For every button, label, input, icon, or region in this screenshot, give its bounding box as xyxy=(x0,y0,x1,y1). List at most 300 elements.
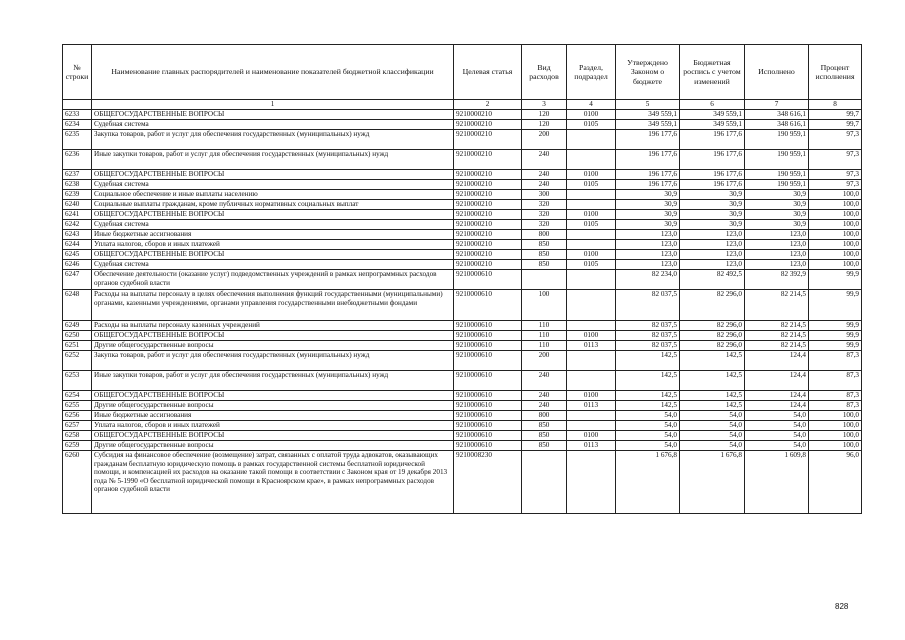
approved-amount-cell: 123,0 xyxy=(616,240,680,250)
target-article-cell: 9210000210 xyxy=(454,210,522,220)
approved-amount-cell: 123,0 xyxy=(616,230,680,240)
section-cell: 0113 xyxy=(567,441,616,451)
target-article-cell: 9210000210 xyxy=(454,240,522,250)
budget-list-amount-cell: 54,0 xyxy=(680,431,745,441)
expense-type-cell: 850 xyxy=(522,431,567,441)
name-cell: ОБЩЕГОСУДАРСТВЕННЫЕ ВОПРОСЫ xyxy=(92,431,454,441)
table-row xyxy=(63,110,862,120)
expense-type-cell: 240 xyxy=(522,391,567,401)
percent-cell: 99,9 xyxy=(809,290,862,321)
percent-cell: 100,0 xyxy=(809,250,862,260)
table-row xyxy=(63,321,862,331)
column-number-row xyxy=(63,100,862,110)
table-row xyxy=(63,200,862,210)
section-cell xyxy=(567,411,616,421)
target-article-cell: 9210000610 xyxy=(454,331,522,341)
target-article-cell: 9210000610 xyxy=(454,421,522,431)
approved-amount-cell: 196 177,6 xyxy=(616,130,680,150)
name-cell: Иные бюджетные ассигнования xyxy=(92,411,454,421)
section-cell: 0105 xyxy=(567,220,616,230)
percent-cell: 99,9 xyxy=(809,270,862,290)
approved-amount-cell: 196 177,6 xyxy=(616,150,680,170)
header-name: Наименование главных распорядителей и наименование показателей бюджетной классификации xyxy=(92,45,454,100)
name-cell: Другие общегосударственные вопросы xyxy=(92,441,454,451)
executed-amount-cell: 124,4 xyxy=(745,391,809,401)
name-cell: Судебная система xyxy=(92,180,454,190)
expense-type-cell: 110 xyxy=(522,331,567,341)
executed-amount-cell: 54,0 xyxy=(745,431,809,441)
row-number-cell: 6233 xyxy=(63,110,92,120)
name-cell: ОБЩЕГОСУДАРСТВЕННЫЕ ВОПРОСЫ xyxy=(92,250,454,260)
percent-cell: 100,0 xyxy=(809,200,862,210)
budget-list-amount-cell: 82 296,0 xyxy=(680,321,745,331)
name-cell: Уплата налогов, сборов и иных платежей xyxy=(92,240,454,250)
percent-cell: 100,0 xyxy=(809,230,862,240)
percent-cell: 100,0 xyxy=(809,190,862,200)
expense-type-cell: 240 xyxy=(522,371,567,391)
row-number-cell: 6249 xyxy=(63,321,92,331)
approved-amount-cell: 142,5 xyxy=(616,371,680,391)
executed-amount-cell: 54,0 xyxy=(745,441,809,451)
section-cell xyxy=(567,270,616,290)
section-cell: 0100 xyxy=(567,331,616,341)
column-number: 5 xyxy=(616,100,680,110)
expense-type-cell: 240 xyxy=(522,180,567,190)
table-row xyxy=(63,240,862,250)
executed-amount-cell: 190 959,1 xyxy=(745,150,809,170)
row-number-cell: 6234 xyxy=(63,120,92,130)
percent-cell: 87,3 xyxy=(809,351,862,371)
target-article-cell: 9210008230 xyxy=(454,451,522,514)
header-section: Раздел, подраздел xyxy=(567,45,616,100)
expense-type-cell: 800 xyxy=(522,411,567,421)
expense-type-cell: 800 xyxy=(522,230,567,240)
table-row xyxy=(63,150,862,170)
budget-list-amount-cell: 123,0 xyxy=(680,240,745,250)
row-number-cell: 6245 xyxy=(63,250,92,260)
target-article-cell: 9210000210 xyxy=(454,170,522,180)
approved-amount-cell: 54,0 xyxy=(616,411,680,421)
table-row xyxy=(63,391,862,401)
budget-list-amount-cell: 1 676,8 xyxy=(680,451,745,514)
column-number: 3 xyxy=(522,100,567,110)
table-row xyxy=(63,290,862,321)
approved-amount-cell: 82 037,5 xyxy=(616,341,680,351)
approved-amount-cell: 54,0 xyxy=(616,421,680,431)
target-article-cell: 9210000210 xyxy=(454,260,522,270)
approved-amount-cell: 196 177,6 xyxy=(616,170,680,180)
executed-amount-cell: 54,0 xyxy=(745,421,809,431)
expense-type-cell: 320 xyxy=(522,200,567,210)
approved-amount-cell: 30,9 xyxy=(616,200,680,210)
row-number-cell: 6255 xyxy=(63,401,92,411)
approved-amount-cell: 82 037,5 xyxy=(616,290,680,321)
budget-list-amount-cell: 123,0 xyxy=(680,230,745,240)
approved-amount-cell: 54,0 xyxy=(616,431,680,441)
percent-cell: 97,3 xyxy=(809,150,862,170)
name-cell: Иные закупки товаров, работ и услуг для обеспечения государственных (муниципальных) нужд xyxy=(92,371,454,391)
section-cell: 0100 xyxy=(567,110,616,120)
budget-list-amount-cell: 142,5 xyxy=(680,401,745,411)
budget-list-amount-cell: 54,0 xyxy=(680,411,745,421)
row-number-cell: 6247 xyxy=(63,270,92,290)
executed-amount-cell: 30,9 xyxy=(745,200,809,210)
percent-cell: 100,0 xyxy=(809,441,862,451)
executed-amount-cell: 54,0 xyxy=(745,411,809,421)
row-number-cell: 6254 xyxy=(63,391,92,401)
expense-type-cell: 240 xyxy=(522,170,567,180)
percent-cell: 99,9 xyxy=(809,331,862,341)
name-cell: Судебная система xyxy=(92,260,454,270)
target-article-cell: 9210000610 xyxy=(454,441,522,451)
table-row xyxy=(63,170,862,180)
approved-amount-cell: 142,5 xyxy=(616,351,680,371)
name-cell: ОБЩЕГОСУДАРСТВЕННЫЕ ВОПРОСЫ xyxy=(92,170,454,180)
section-cell: 0105 xyxy=(567,260,616,270)
executed-amount-cell: 82 392,9 xyxy=(745,270,809,290)
percent-cell: 99,9 xyxy=(809,321,862,331)
target-article-cell: 9210000610 xyxy=(454,341,522,351)
row-number-cell: 6238 xyxy=(63,180,92,190)
target-article-cell: 9210000610 xyxy=(454,270,522,290)
row-number-cell: 6257 xyxy=(63,421,92,431)
budget-list-amount-cell: 30,9 xyxy=(680,220,745,230)
percent-cell: 99,9 xyxy=(809,341,862,351)
table-row xyxy=(63,421,862,431)
header-approved: Утверждено Законом о бюджете xyxy=(616,45,680,100)
row-number-cell: 6260 xyxy=(63,451,92,514)
row-number-cell: 6252 xyxy=(63,351,92,371)
percent-cell: 87,3 xyxy=(809,371,862,391)
budget-list-amount-cell: 196 177,6 xyxy=(680,130,745,150)
percent-cell: 99,7 xyxy=(809,110,862,120)
target-article-cell: 9210000610 xyxy=(454,411,522,421)
approved-amount-cell: 54,0 xyxy=(616,441,680,451)
budget-list-amount-cell: 30,9 xyxy=(680,210,745,220)
table-row xyxy=(63,371,862,391)
section-cell: 0105 xyxy=(567,180,616,190)
percent-cell: 100,0 xyxy=(809,411,862,421)
section-cell xyxy=(567,351,616,371)
table-row xyxy=(63,451,862,514)
approved-amount-cell: 1 676,8 xyxy=(616,451,680,514)
percent-cell: 87,3 xyxy=(809,401,862,411)
approved-amount-cell: 196 177,6 xyxy=(616,180,680,190)
table-row xyxy=(63,230,862,240)
budget-list-amount-cell: 82 296,0 xyxy=(680,341,745,351)
budget-list-amount-cell: 142,5 xyxy=(680,391,745,401)
row-number-cell: 6240 xyxy=(63,200,92,210)
header-target-article: Целевая статья xyxy=(454,45,522,100)
table-row xyxy=(63,441,862,451)
table-row xyxy=(63,120,862,130)
executed-amount-cell: 123,0 xyxy=(745,240,809,250)
budget-list-amount-cell: 349 559,1 xyxy=(680,120,745,130)
name-cell: Уплата налогов, сборов и иных платежей xyxy=(92,421,454,431)
section-cell xyxy=(567,321,616,331)
row-number-cell: 6256 xyxy=(63,411,92,421)
approved-amount-cell: 82 037,5 xyxy=(616,331,680,341)
executed-amount-cell: 124,4 xyxy=(745,351,809,371)
table-row xyxy=(63,270,862,290)
executed-amount-cell: 30,9 xyxy=(745,210,809,220)
section-cell xyxy=(567,451,616,514)
budget-list-amount-cell: 54,0 xyxy=(680,441,745,451)
approved-amount-cell: 82 037,5 xyxy=(616,321,680,331)
target-article-cell: 9210000610 xyxy=(454,351,522,371)
table-row xyxy=(63,351,862,371)
name-cell: Расходы на выплаты персоналу в целях обеспечения выполнения функций государственными (муниципальными) органами, казенными учреждениями, органами управления государственными внебюджетными фондами xyxy=(92,290,454,321)
expense-type-cell: 240 xyxy=(522,150,567,170)
section-cell: 0113 xyxy=(567,401,616,411)
row-number-cell: 6236 xyxy=(63,150,92,170)
budget-list-amount-cell: 123,0 xyxy=(680,250,745,260)
executed-amount-cell: 123,0 xyxy=(745,250,809,260)
executed-amount-cell: 30,9 xyxy=(745,190,809,200)
name-cell: Иные бюджетные ассигнования xyxy=(92,230,454,240)
expense-type-cell: 300 xyxy=(522,190,567,200)
executed-amount-cell: 1 609,8 xyxy=(745,451,809,514)
budget-list-amount-cell: 82 296,0 xyxy=(680,290,745,321)
executed-amount-cell: 190 959,1 xyxy=(745,170,809,180)
column-number: 8 xyxy=(809,100,862,110)
section-cell: 0100 xyxy=(567,210,616,220)
expense-type-cell: 120 xyxy=(522,120,567,130)
name-cell: ОБЩЕГОСУДАРСТВЕННЫЕ ВОПРОСЫ xyxy=(92,210,454,220)
table-row xyxy=(63,411,862,421)
executed-amount-cell: 190 959,1 xyxy=(745,180,809,190)
section-cell: 0100 xyxy=(567,391,616,401)
expense-type-cell: 110 xyxy=(522,321,567,331)
expense-type-cell: 240 xyxy=(522,401,567,411)
table-body xyxy=(63,110,862,514)
target-article-cell: 9210000210 xyxy=(454,130,522,150)
header-expense-type: Вид расходов xyxy=(522,45,567,100)
row-number-cell: 6241 xyxy=(63,210,92,220)
expense-type-cell: 850 xyxy=(522,260,567,270)
row-number-cell: 6246 xyxy=(63,260,92,270)
budget-list-amount-cell: 196 177,6 xyxy=(680,150,745,170)
executed-amount-cell: 82 214,5 xyxy=(745,290,809,321)
name-cell: Социальное обеспечение и иные выплаты населению xyxy=(92,190,454,200)
target-article-cell: 9210000210 xyxy=(454,190,522,200)
name-cell: Субсидия на финансовое обеспечение (возмещение) затрат, связанных с оплатой труда адвокатов, оказывающих гражданам бесплатную юридическую помощь в рамках государственной системы бесплатной юридической помощи, и компенсацией их расходов на оказание такой помощи в соответствии с Законом края от 19 декабря 2013 года № 5-1990 «О бесплатной юридической помощи в Красноярском крае», в рамках непрограммных расходов органов судебной власти xyxy=(92,451,454,514)
budget-list-amount-cell: 82 492,5 xyxy=(680,270,745,290)
target-article-cell: 9210000210 xyxy=(454,120,522,130)
budget-list-amount-cell: 142,5 xyxy=(680,371,745,391)
name-cell: Судебная система xyxy=(92,120,454,130)
percent-cell: 97,3 xyxy=(809,180,862,190)
executed-amount-cell: 30,9 xyxy=(745,220,809,230)
row-number-cell: 6243 xyxy=(63,230,92,240)
expense-type-cell: 120 xyxy=(522,110,567,120)
section-cell: 0113 xyxy=(567,341,616,351)
expense-type-cell xyxy=(522,270,567,290)
target-article-cell: 9210000610 xyxy=(454,371,522,391)
column-number: 4 xyxy=(567,100,616,110)
approved-amount-cell: 123,0 xyxy=(616,250,680,260)
page-number: 828 xyxy=(835,602,849,611)
row-number-cell: 6250 xyxy=(63,331,92,341)
section-cell xyxy=(567,290,616,321)
approved-amount-cell: 30,9 xyxy=(616,210,680,220)
name-cell: Другие общегосударственные вопросы xyxy=(92,341,454,351)
budget-list-amount-cell: 123,0 xyxy=(680,260,745,270)
executed-amount-cell: 82 214,5 xyxy=(745,341,809,351)
expense-type-cell: 200 xyxy=(522,351,567,371)
approved-amount-cell: 349 559,1 xyxy=(616,110,680,120)
table-row xyxy=(63,130,862,150)
target-article-cell: 9210000610 xyxy=(454,401,522,411)
name-cell: Судебная система xyxy=(92,220,454,230)
name-cell: ОБЩЕГОСУДАРСТВЕННЫЕ ВОПРОСЫ xyxy=(92,331,454,341)
header-budget-list: Бюджетная роспись с учетом изменений xyxy=(680,45,745,100)
executed-amount-cell: 124,4 xyxy=(745,371,809,391)
budget-execution-table xyxy=(62,44,862,514)
table-row xyxy=(63,341,862,351)
target-article-cell: 9210000210 xyxy=(454,220,522,230)
section-cell xyxy=(567,200,616,210)
target-article-cell: 9210000210 xyxy=(454,180,522,190)
expense-type-cell: 110 xyxy=(522,341,567,351)
section-cell xyxy=(567,190,616,200)
budget-list-amount-cell: 82 296,0 xyxy=(680,331,745,341)
budget-list-amount-cell: 30,9 xyxy=(680,190,745,200)
table-row xyxy=(63,220,862,230)
name-cell: Расходы на выплаты персоналу казенных учреждений xyxy=(92,321,454,331)
column-number: 1 xyxy=(92,100,454,110)
percent-cell: 87,3 xyxy=(809,391,862,401)
section-cell xyxy=(567,150,616,170)
approved-amount-cell: 142,5 xyxy=(616,391,680,401)
executed-amount-cell: 348 616,1 xyxy=(745,110,809,120)
approved-amount-cell: 349 559,1 xyxy=(616,120,680,130)
row-number-cell: 6242 xyxy=(63,220,92,230)
target-article-cell: 9210000610 xyxy=(454,391,522,401)
budget-list-amount-cell: 196 177,6 xyxy=(680,180,745,190)
expense-type-cell: 850 xyxy=(522,441,567,451)
budget-list-amount-cell: 30,9 xyxy=(680,200,745,210)
name-cell: ОБЩЕГОСУДАРСТВЕННЫЕ ВОПРОСЫ xyxy=(92,110,454,120)
table-row xyxy=(63,250,862,260)
table-row xyxy=(63,180,862,190)
row-number-cell: 6244 xyxy=(63,240,92,250)
approved-amount-cell: 142,5 xyxy=(616,401,680,411)
section-cell: 0100 xyxy=(567,250,616,260)
percent-cell: 100,0 xyxy=(809,421,862,431)
percent-cell: 100,0 xyxy=(809,240,862,250)
executed-amount-cell: 82 214,5 xyxy=(745,321,809,331)
column-number: 7 xyxy=(745,100,809,110)
percent-cell: 100,0 xyxy=(809,260,862,270)
name-cell: Иные закупки товаров, работ и услуг для обеспечения государственных (муниципальных) нужд xyxy=(92,150,454,170)
budget-list-amount-cell: 142,5 xyxy=(680,351,745,371)
target-article-cell: 9210000610 xyxy=(454,290,522,321)
budget-list-amount-cell: 349 559,1 xyxy=(680,110,745,120)
approved-amount-cell: 30,9 xyxy=(616,220,680,230)
section-cell: 0100 xyxy=(567,170,616,180)
row-number-cell: 6258 xyxy=(63,431,92,441)
row-number-cell: 6248 xyxy=(63,290,92,321)
executed-amount-cell: 123,0 xyxy=(745,230,809,240)
target-article-cell: 9210000210 xyxy=(454,110,522,120)
percent-cell: 99,7 xyxy=(809,120,862,130)
budget-list-amount-cell: 54,0 xyxy=(680,421,745,431)
row-number-cell: 6259 xyxy=(63,441,92,451)
section-cell xyxy=(567,371,616,391)
section-cell: 0105 xyxy=(567,120,616,130)
percent-cell: 100,0 xyxy=(809,210,862,220)
table-header-row xyxy=(63,45,862,100)
name-cell: Закупка товаров, работ и услуг для обеспечения государственных (муниципальных) нужд xyxy=(92,130,454,150)
section-cell xyxy=(567,230,616,240)
percent-cell: 97,3 xyxy=(809,170,862,180)
percent-cell: 100,0 xyxy=(809,220,862,230)
expense-type-cell: 320 xyxy=(522,220,567,230)
section-cell xyxy=(567,130,616,150)
header-row-number: № строки xyxy=(63,45,92,100)
approved-amount-cell: 82 234,0 xyxy=(616,270,680,290)
section-cell: 0100 xyxy=(567,431,616,441)
table-row xyxy=(63,260,862,270)
table-row xyxy=(63,431,862,441)
expense-type-cell: 850 xyxy=(522,421,567,431)
expense-type-cell: 850 xyxy=(522,240,567,250)
row-number-cell: 6237 xyxy=(63,170,92,180)
column-number: 6 xyxy=(680,100,745,110)
percent-cell: 100,0 xyxy=(809,431,862,441)
section-cell xyxy=(567,240,616,250)
expense-type-cell: 320 xyxy=(522,210,567,220)
executed-amount-cell: 123,0 xyxy=(745,260,809,270)
header-percent: Процент исполнения xyxy=(809,45,862,100)
expense-type-cell: 850 xyxy=(522,250,567,260)
name-cell: Обеспечение деятельности (оказание услуг) подведомственных учреждений в рамках непрограммных расходов органов судебной власти xyxy=(92,270,454,290)
row-number-cell: 6239 xyxy=(63,190,92,200)
target-article-cell: 9210000210 xyxy=(454,250,522,260)
budget-list-amount-cell: 196 177,6 xyxy=(680,170,745,180)
executed-amount-cell: 124,4 xyxy=(745,401,809,411)
table-row xyxy=(63,210,862,220)
row-number-cell: 6235 xyxy=(63,130,92,150)
column-number: 2 xyxy=(454,100,522,110)
column-number xyxy=(63,100,92,110)
target-article-cell: 9210000610 xyxy=(454,431,522,441)
approved-amount-cell: 30,9 xyxy=(616,190,680,200)
executed-amount-cell: 348 616,1 xyxy=(745,120,809,130)
executed-amount-cell: 190 959,1 xyxy=(745,130,809,150)
section-cell xyxy=(567,421,616,431)
approved-amount-cell: 123,0 xyxy=(616,260,680,270)
target-article-cell: 9210000210 xyxy=(454,150,522,170)
name-cell: Социальные выплаты гражданам, кроме публичных нормативных социальных выплат xyxy=(92,200,454,210)
expense-type-cell: 100 xyxy=(522,290,567,321)
percent-cell: 97,3 xyxy=(809,130,862,150)
target-article-cell: 9210000210 xyxy=(454,200,522,210)
name-cell: ОБЩЕГОСУДАРСТВЕННЫЕ ВОПРОСЫ xyxy=(92,391,454,401)
expense-type-cell: 200 xyxy=(522,130,567,150)
table-row xyxy=(63,190,862,200)
row-number-cell: 6253 xyxy=(63,371,92,391)
table-row xyxy=(63,401,862,411)
name-cell: Другие общегосударственные вопросы xyxy=(92,401,454,411)
target-article-cell: 9210000210 xyxy=(454,230,522,240)
executed-amount-cell: 82 214,5 xyxy=(745,331,809,341)
percent-cell: 96,0 xyxy=(809,451,862,514)
expense-type-cell xyxy=(522,451,567,514)
target-article-cell: 9210000610 xyxy=(454,321,522,331)
name-cell: Закупка товаров, работ и услуг для обеспечения государственных (муниципальных) нужд xyxy=(92,351,454,371)
